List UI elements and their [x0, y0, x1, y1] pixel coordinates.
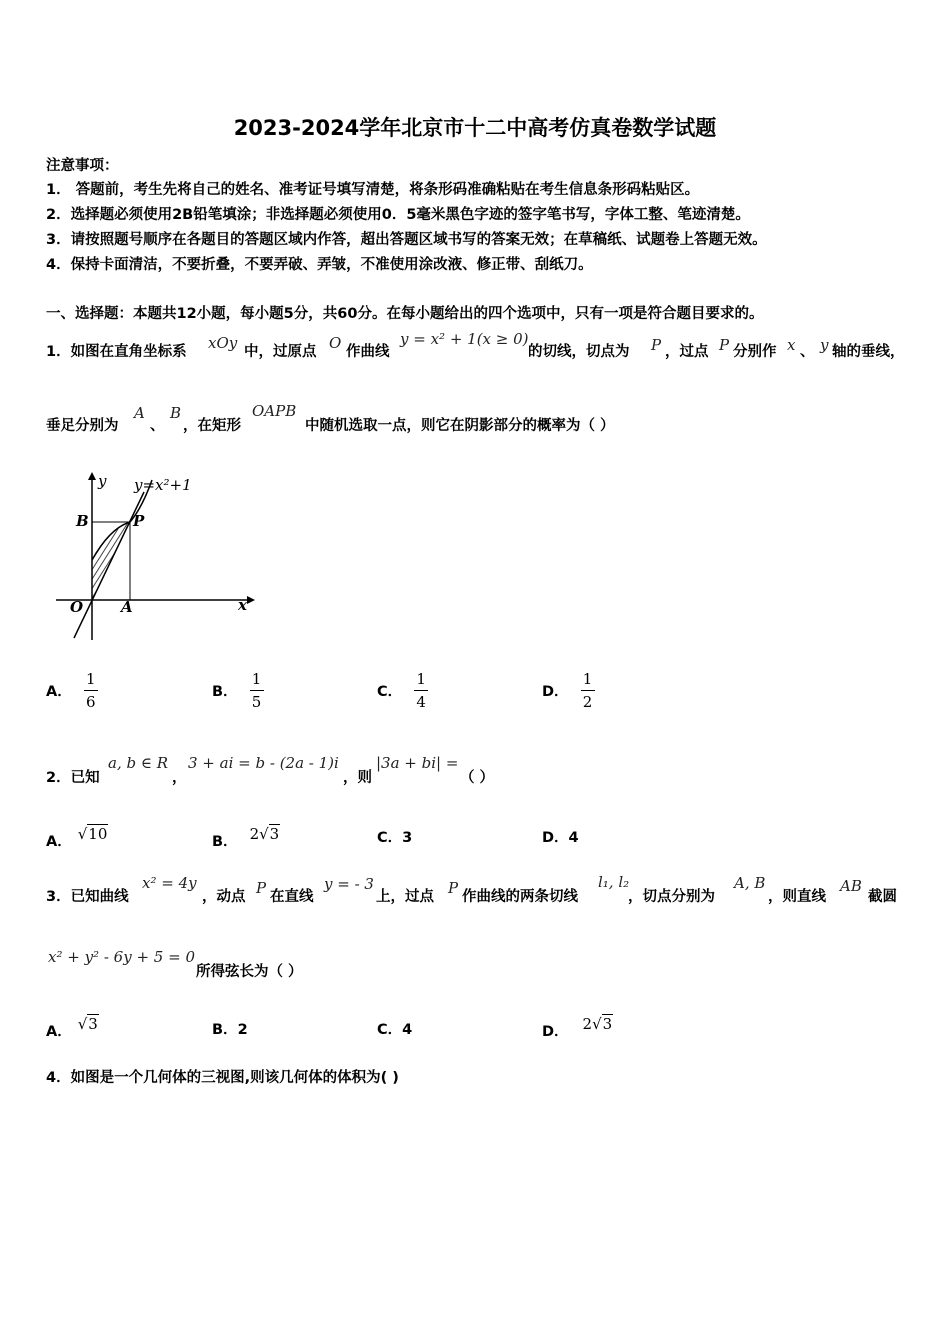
option-label: A．: [46, 834, 72, 850]
option-label: C．: [377, 684, 403, 700]
denominator: 4: [416, 693, 426, 711]
q1-text: 垂足分别为: [46, 418, 119, 434]
option-value: 2√3: [249, 824, 280, 843]
option-value: 3: [402, 830, 413, 846]
option-fraction: [414, 670, 428, 711]
q2-text: ，则: [343, 770, 372, 786]
q1-option-a: [46, 670, 98, 711]
q1-option-d: [542, 670, 595, 711]
denominator: 2: [582, 693, 593, 711]
q2-text: ，: [172, 770, 187, 786]
q1-text: 、: [150, 418, 165, 434]
q1-text: ，在矩形: [183, 418, 241, 434]
option-value: 2√3: [582, 1014, 613, 1033]
q3-option-b: [212, 1018, 248, 1039]
q3-text: 在直线: [270, 889, 314, 905]
numerator: 1: [251, 670, 262, 688]
q3-text: ，切点分别为: [628, 889, 715, 905]
option-fraction: [250, 670, 264, 711]
q1-math: P: [719, 336, 730, 354]
option-label: D．: [542, 684, 569, 700]
option-value: 2: [237, 1022, 248, 1038]
point-p-label: P: [133, 512, 145, 530]
q1-option-b: [212, 670, 264, 711]
notice-item: 3．请按照题号顺序在各题目的答题区域内作答，超出答题区域书写的答案无效；在草稿纸、试题卷上答题无效。: [46, 232, 767, 248]
q1-math: y: [820, 336, 829, 354]
q3-math: x² = 4y: [142, 874, 197, 892]
q3-math: P: [256, 879, 267, 897]
q2-option-a: [46, 816, 108, 851]
q3-math: A, B: [734, 874, 766, 892]
q1-text: 作曲线: [346, 344, 390, 360]
q1-math: P: [651, 336, 662, 354]
option-value: 4: [568, 830, 579, 846]
option-label: C．: [377, 1022, 403, 1038]
radicand: 3: [269, 824, 280, 843]
q1-text: 分别作: [733, 344, 777, 360]
q3-option-a: [46, 1006, 99, 1041]
q1-text: 中随机选取一点，则它在阴影部分的概率为（ ）: [305, 418, 615, 434]
q2-math: 3 + ai = b - (2a - 1)i: [188, 754, 339, 772]
q3-text: 作曲线的两条切线: [462, 889, 578, 905]
q3-text: 3．已知曲线: [46, 889, 129, 905]
q3-math: y = - 3: [324, 875, 374, 893]
option-label: A．: [46, 1024, 72, 1040]
q2-option-c: [377, 826, 412, 847]
q3-option-d: [542, 1006, 613, 1041]
q1-math: OAPB: [252, 402, 297, 420]
option-value: √10: [77, 824, 108, 843]
radicand: 3: [88, 1014, 98, 1033]
notice-heading: 注意事项：: [46, 158, 119, 174]
q3-text: 所得弦长为（ ）: [196, 964, 303, 980]
coefficient: 2: [582, 1014, 593, 1033]
q3-math: P: [448, 879, 459, 897]
numerator: 1: [85, 670, 96, 688]
q1-math: xOy: [208, 334, 238, 352]
numerator: 1: [416, 670, 426, 688]
q3-math: x² + y² - 6y + 5 = 0: [48, 948, 195, 966]
notice-item: 1． 答题前，考生先将自己的姓名、准考证号填写清楚，将条形码准确粘贴在考生信息条形码粘贴区。: [46, 182, 700, 198]
notice-item: 2．选择题必须使用2B铅笔填涂；非选择题必须使用0．5毫米黑色字迹的签字笔书写，字体工整、笔迹清楚。: [46, 207, 750, 223]
q1-math: y = x² + 1(x ≥ 0): [400, 330, 529, 348]
option-value: √3: [77, 1014, 98, 1033]
q1-option-c: [377, 670, 428, 711]
q1-text: ，过点: [665, 344, 709, 360]
q1-text: 1．如图在直角坐标系: [46, 344, 187, 360]
option-label: B．: [212, 684, 238, 700]
option-value: 4: [402, 1022, 413, 1038]
numerator: 1: [582, 670, 593, 688]
denominator: 5: [251, 693, 262, 711]
section-heading: 一、选择题：本题共12小题，每小题5分，共60分。在每小题给出的四个选项中，只有一项是符合题目要求的。: [46, 306, 764, 322]
option-label: B．: [212, 1022, 238, 1038]
option-label: C．: [377, 830, 403, 846]
q3-math: AB: [840, 877, 862, 895]
q1-math: B: [170, 404, 182, 422]
q4-text: 4．如图是一个几何体的三视图,则该几何体的体积为( ): [46, 1070, 399, 1086]
q1-text: 轴的垂线，: [832, 344, 905, 360]
y-axis-label: y: [98, 472, 107, 490]
point-a-label: A: [121, 598, 133, 616]
curve-label: y=x²+1: [134, 476, 192, 494]
q3-text: ，则直线: [768, 889, 826, 905]
point-o-label: O: [70, 598, 84, 616]
q2-option-d: [542, 826, 579, 847]
option-label: D．: [542, 830, 569, 846]
option-fraction: [581, 670, 595, 711]
q2-math: |3a + bi| =: [376, 754, 459, 772]
option-fraction: [84, 670, 98, 711]
q3-option-c: [377, 1018, 412, 1039]
q3-text: 截圆: [868, 889, 897, 905]
q3-text: 上，过点: [376, 889, 434, 905]
denominator: 6: [85, 693, 96, 711]
radicand: 3: [602, 1014, 613, 1033]
option-label: B．: [212, 834, 238, 850]
q1-math: A: [134, 404, 145, 422]
q2-option-b: [212, 816, 280, 851]
q2-math: a, b ∈ R: [108, 754, 169, 772]
q1-figure: [52, 470, 257, 645]
q2-text: （ ）: [460, 770, 495, 786]
q1-text: 、: [800, 344, 815, 360]
q2-text: 2．已知: [46, 770, 100, 786]
q3-math: l₁, l₂: [598, 873, 630, 891]
q3-text: ，动点: [202, 889, 246, 905]
q1-math: x: [787, 336, 796, 354]
q1-text: 的切线，切点为: [528, 344, 630, 360]
notice-item: 4．保持卡面清洁，不要折叠，不要弄破、弄皱，不准使用涂改液、修正带、刮纸刀。: [46, 257, 593, 273]
x-axis-label: x: [238, 596, 247, 614]
option-label: D．: [542, 1024, 569, 1040]
q1-text: 中，过原点: [244, 344, 317, 360]
coefficient: 2: [249, 824, 260, 843]
option-label: A．: [46, 684, 72, 700]
q1-math: O: [329, 334, 342, 352]
page-title: 2023-2024学年北京市十二中高考仿真卷数学试题: [233, 116, 717, 140]
point-b-label: B: [76, 512, 89, 530]
radicand: 10: [88, 824, 108, 843]
